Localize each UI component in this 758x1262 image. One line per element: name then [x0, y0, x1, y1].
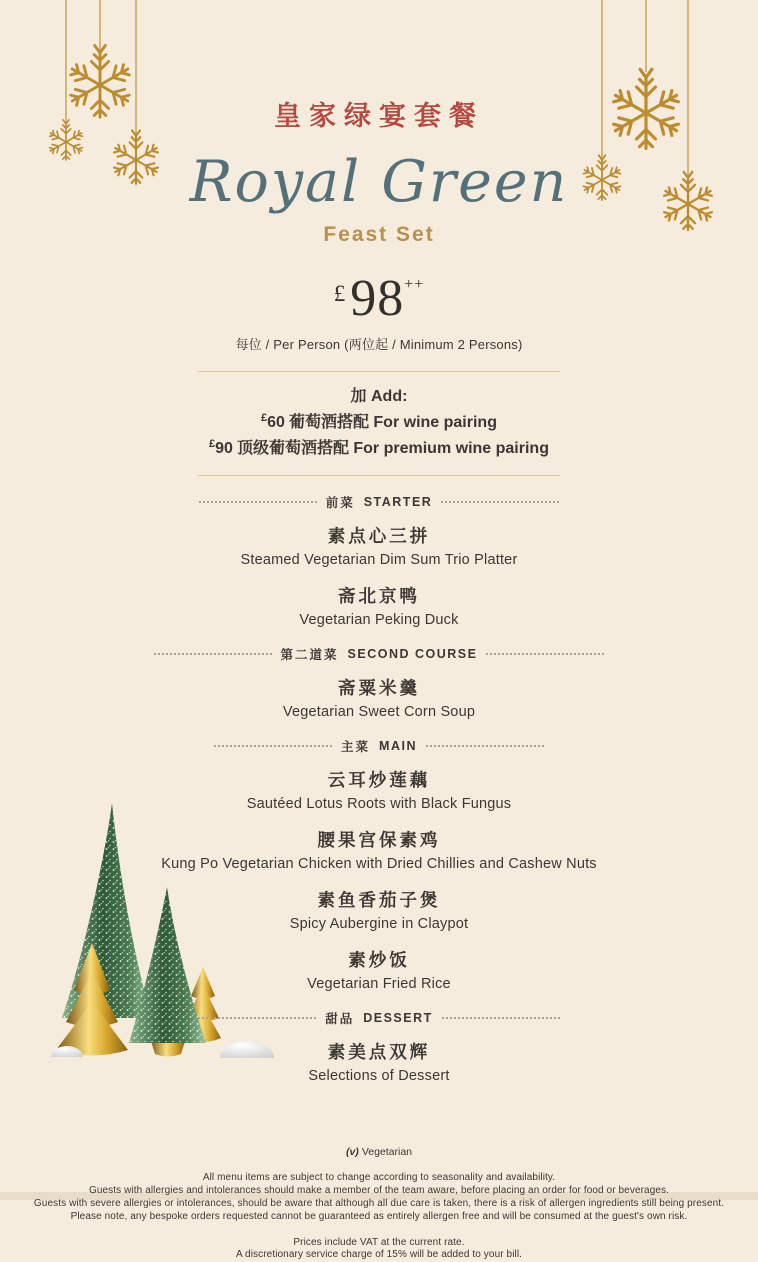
dish-name-en: Kung Po Vegetarian Chicken with Dried Chillies and Cashew Nuts [161, 856, 597, 873]
dish-name-en: Vegetarian Sweet Corn Soup [282, 704, 476, 721]
pricing-note-line: Prices include VAT at the current rate. [293, 1236, 465, 1248]
dotted-divider [486, 653, 604, 655]
section-title-en: DESSERT [363, 1011, 433, 1026]
dotted-divider [154, 653, 272, 655]
section-title-zh: 第二道菜 [280, 648, 339, 663]
addons-heading: 加 Add: [350, 387, 408, 405]
price-amount: 98 [350, 269, 405, 327]
disclaimer-line: All menu items are subject to change according to seasonality and availability. [202, 1172, 556, 1184]
section-title-en: MAIN [379, 739, 417, 754]
dotted-divider [198, 1017, 316, 1019]
menu-subtitle: Feast Set [323, 222, 435, 246]
dish-name-en: Spicy Aubergine in Claypot [289, 916, 469, 933]
dotted-divider [199, 501, 317, 503]
price-surcharge: ++ [404, 275, 425, 293]
vegetarian-label: Vegetarian [361, 1146, 413, 1159]
addon-label: 顶级葡萄酒搭配 For premium wine pairing [236, 439, 549, 457]
dotted-divider [441, 501, 559, 503]
section-title-en: SECOND COURSE [347, 647, 478, 662]
dish-name-zh: 素炒饭 [348, 950, 410, 971]
currency-symbol: £ [209, 437, 216, 450]
addon-amount: 90 [215, 439, 233, 457]
dish-name-zh: 腰果宫保素鸡 [317, 830, 441, 851]
vegetarian-marker: (v) [345, 1146, 359, 1159]
dish-name-zh: 斋北京鸭 [338, 586, 420, 607]
menu-section-second-course [0, 645, 758, 720]
section-title-en: STARTER [363, 495, 433, 510]
pricing-note-line: A discretionary service charge of 15% will be added to your bill. [235, 1249, 523, 1261]
section-header [0, 493, 758, 511]
addon-item [198, 436, 560, 462]
dish-name-en: Vegetarian Fried Rice [307, 976, 451, 993]
addon-item [198, 410, 560, 436]
pricing-notes-block [0, 1237, 758, 1262]
currency-symbol: £ [333, 280, 346, 306]
disclaimer-block [0, 1172, 758, 1223]
disclaimer-line: Guests with severe allergies or intolerances, should be aware that although all due care is taken, there is a risk of allergen ingredients still being present. [33, 1198, 725, 1210]
disclaimer-line: Please note, any bespoke orders requested cannot be guaranteed as entirely allergen free and will be consumed at the guest's own risk. [70, 1210, 688, 1222]
dish-name-zh: 素美点双辉 [327, 1042, 431, 1063]
addon-amount: 60 [267, 413, 285, 431]
section-header [0, 645, 758, 663]
dish-name-en: Steamed Vegetarian Dim Sum Trio Platter [240, 552, 518, 569]
price [0, 269, 758, 328]
dish-name-en: Selections of Dessert [308, 1068, 450, 1085]
dish-name-zh: 素点心三拼 [327, 526, 431, 547]
currency-symbol: £ [261, 411, 268, 424]
dotted-divider [426, 745, 544, 747]
dish [0, 947, 758, 992]
dish [0, 583, 758, 628]
dish-name-en: Vegetarian Peking Duck [299, 612, 459, 629]
section-title-zh: 前菜 [325, 496, 355, 511]
menu-title-chinese: 皇家绿宴套餐 [274, 101, 484, 131]
menu-section-main [0, 737, 758, 992]
section-title-zh: 甜品 [325, 1012, 355, 1027]
dish-name-en: Sautéed Lotus Roots with Black Fungus [246, 796, 512, 813]
per-person-note: 每位 / Per Person (两位起 / Minimum 2 Persons) [235, 336, 523, 352]
addons-box [198, 371, 560, 477]
dish [0, 767, 758, 812]
addon-lines [198, 410, 560, 462]
section-title-zh: 主菜 [341, 740, 371, 755]
section-header [0, 737, 758, 755]
dish [0, 1039, 758, 1084]
dotted-divider [442, 1017, 560, 1019]
dish-name-zh: 素鱼香茄子煲 [317, 890, 441, 911]
section-header [0, 1009, 758, 1027]
menu-section-dessert [0, 1009, 758, 1084]
menu-sections [0, 493, 758, 1084]
dish-name-zh: 斋粟米羹 [338, 678, 420, 699]
addon-label: 葡萄酒搭配 For wine pairing [288, 413, 497, 431]
menu-title-script: Royal Green [189, 149, 569, 215]
dish [0, 523, 758, 568]
dotted-divider [214, 745, 332, 747]
dish [0, 675, 758, 720]
dish [0, 887, 758, 932]
disclaimer-line: Guests with allergies and intolerances should make a member of the team aware, before placing an order for food or beverages. [88, 1185, 670, 1197]
vegetarian-note [0, 1146, 758, 1158]
dish [0, 827, 758, 872]
menu-section-starter [0, 493, 758, 628]
dish-name-zh: 云耳炒莲藕 [327, 770, 431, 791]
